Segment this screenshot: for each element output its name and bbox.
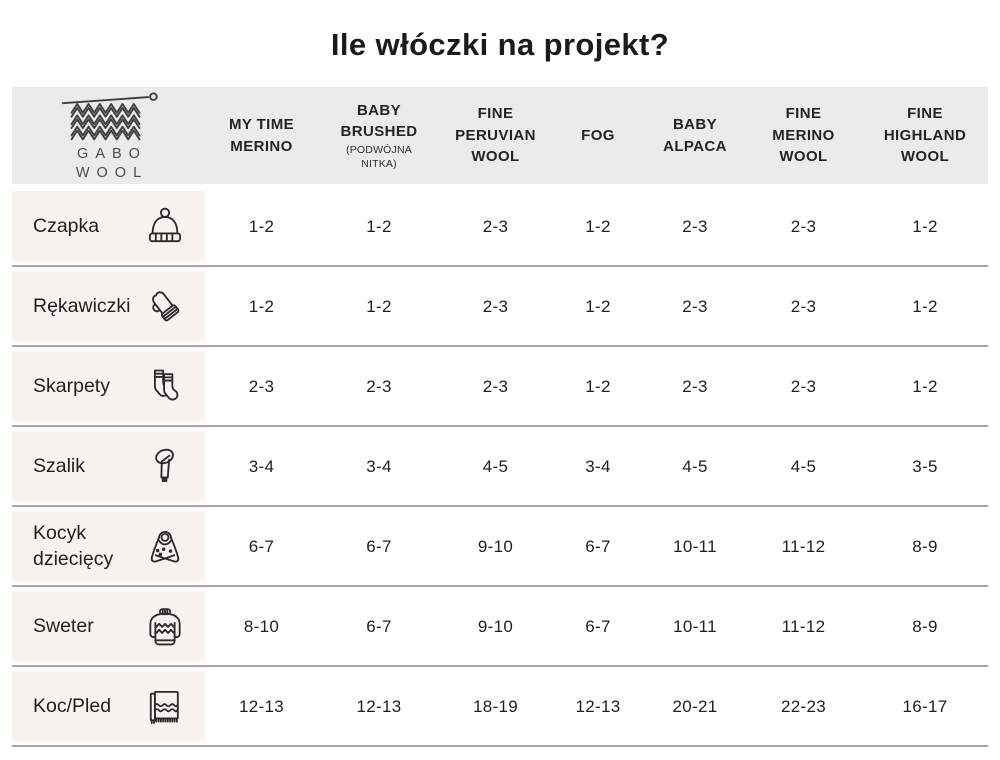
value-cell: 4-5 [790,456,817,476]
value-cell: 3-4 [366,456,392,476]
value-cell: 1-2 [585,216,611,236]
brand-logo [12,87,205,184]
yarn-table [12,87,988,751]
baby-blanket-icon [143,525,187,569]
value-cell: 1-2 [248,296,275,316]
value-cell: 3-5 [912,456,938,476]
value-cell: 9-10 [477,616,514,636]
value-cell: 6-7 [248,536,275,556]
value-cell: 11-12 [781,616,826,636]
row-label-cell [12,431,205,502]
column-header-fog [551,87,645,184]
row-separator [12,422,988,431]
column-header-fine-highland-wool [862,87,988,184]
column-header-label: BABY BRUSHED [340,101,418,141]
value-cell: 1-2 [912,376,938,396]
row-label-cell [12,591,205,662]
value-cell: 1-2 [366,216,392,236]
row-label: Rękawiczki [33,294,131,317]
value-cell: 2-3 [482,296,509,316]
header-gap [12,184,988,191]
column-header-sublabel: (PODWÓJNA NITKA) [346,144,412,170]
column-header-baby-brushed [318,87,440,184]
column-header-baby-alpaca [645,87,745,184]
value-cell: 16-17 [902,696,948,716]
column-header-fine-merino-wool [745,87,862,184]
value-cell: 12-13 [239,696,284,716]
row-label: Sweter [33,614,94,637]
row-label-cell [12,671,205,742]
column-header-fine-peruvian-wool [440,87,551,184]
row-separator [12,502,988,511]
scarf-icon [143,445,187,489]
column-header-label: BABY ALPACA [663,115,727,155]
table-row-rekawiczki [12,271,988,342]
value-cell: 9-10 [477,536,514,556]
row-separator [12,582,988,591]
socks-icon [143,365,187,409]
row-label-cell [12,191,205,262]
column-header-label: FOG [581,126,615,144]
table-row-skarpety [12,351,988,422]
table-row-kocyk-dzieciecy [12,511,988,582]
value-cell: 12-13 [575,696,621,716]
brand-name-line1: GABO [77,145,147,162]
column-header-label: FINE HIGHLAND WOOL [883,104,967,166]
table-header-row [12,87,988,184]
value-cell: 1-2 [912,296,938,316]
value-cell: 8-9 [912,616,938,636]
value-cell: 1-2 [585,376,611,396]
row-separator [12,662,988,671]
column-header-label: FINE PERUVIAN WOOL [455,104,536,166]
value-cell: 8-10 [243,616,280,636]
table-row-koc-pled [12,671,988,742]
row-label: Czapka [33,214,100,237]
value-cell: 3-4 [248,456,275,476]
column-header-my-time-merino [205,87,318,184]
column-header-label: FINE MERINO WOOL [772,104,835,166]
page-title: Ile włóczki na projekt? [330,27,670,62]
value-cell: 2-3 [790,376,817,396]
value-cell: 2-3 [682,216,708,236]
value-cell: 4-5 [482,456,509,476]
row-label: Koc/Pled [33,694,112,717]
value-cell: 2-3 [248,376,275,396]
value-cell: 6-7 [585,536,611,556]
table-row-sweter [12,591,988,662]
value-cell: 4-5 [682,456,708,476]
value-cell: 22-23 [781,696,826,716]
value-cell: 18-19 [473,696,518,716]
sweater-icon [143,605,187,649]
value-cell: 2-3 [682,296,708,316]
value-cell: 6-7 [366,536,392,556]
value-cell: 1-2 [366,296,392,316]
value-cell: 10-11 [673,616,717,636]
table-bottom-border [12,742,988,751]
value-cell: 3-4 [585,456,611,476]
value-cell: 6-7 [585,616,611,636]
beanie-icon [143,205,187,249]
row-label-cell [12,351,205,422]
value-cell: 20-21 [672,696,718,716]
column-header-label: MY TIME MERINO [228,115,295,155]
row-separator [12,262,988,271]
row-label-cell [12,511,205,582]
knitting-needle-zigzag-icon [52,91,166,145]
row-label: Szalik [33,454,86,477]
value-cell: 1-2 [248,216,275,236]
row-label: Kocyk dziecięcy [33,522,114,570]
value-cell: 6-7 [366,616,392,636]
value-cell: 10-11 [673,536,717,556]
value-cell: 1-2 [912,216,938,236]
value-cell: 2-3 [482,216,509,236]
value-cell: 2-3 [682,376,708,396]
value-cell: 1-2 [585,296,611,316]
table-row-czapka [12,191,988,262]
value-cell: 12-13 [356,696,402,716]
value-cell: 2-3 [366,376,392,396]
value-cell: 11-12 [781,536,826,556]
value-cell: 2-3 [790,296,817,316]
value-cell: 2-3 [790,216,817,236]
mitten-icon [143,285,187,329]
row-label-cell [12,271,205,342]
brand-name-line2: WOOL [75,164,149,181]
row-label: Skarpety [33,374,110,397]
row-separator [12,342,988,351]
value-cell: 2-3 [482,376,509,396]
blanket-icon [143,685,187,729]
table-row-szalik [12,431,988,502]
value-cell: 8-9 [912,536,938,556]
